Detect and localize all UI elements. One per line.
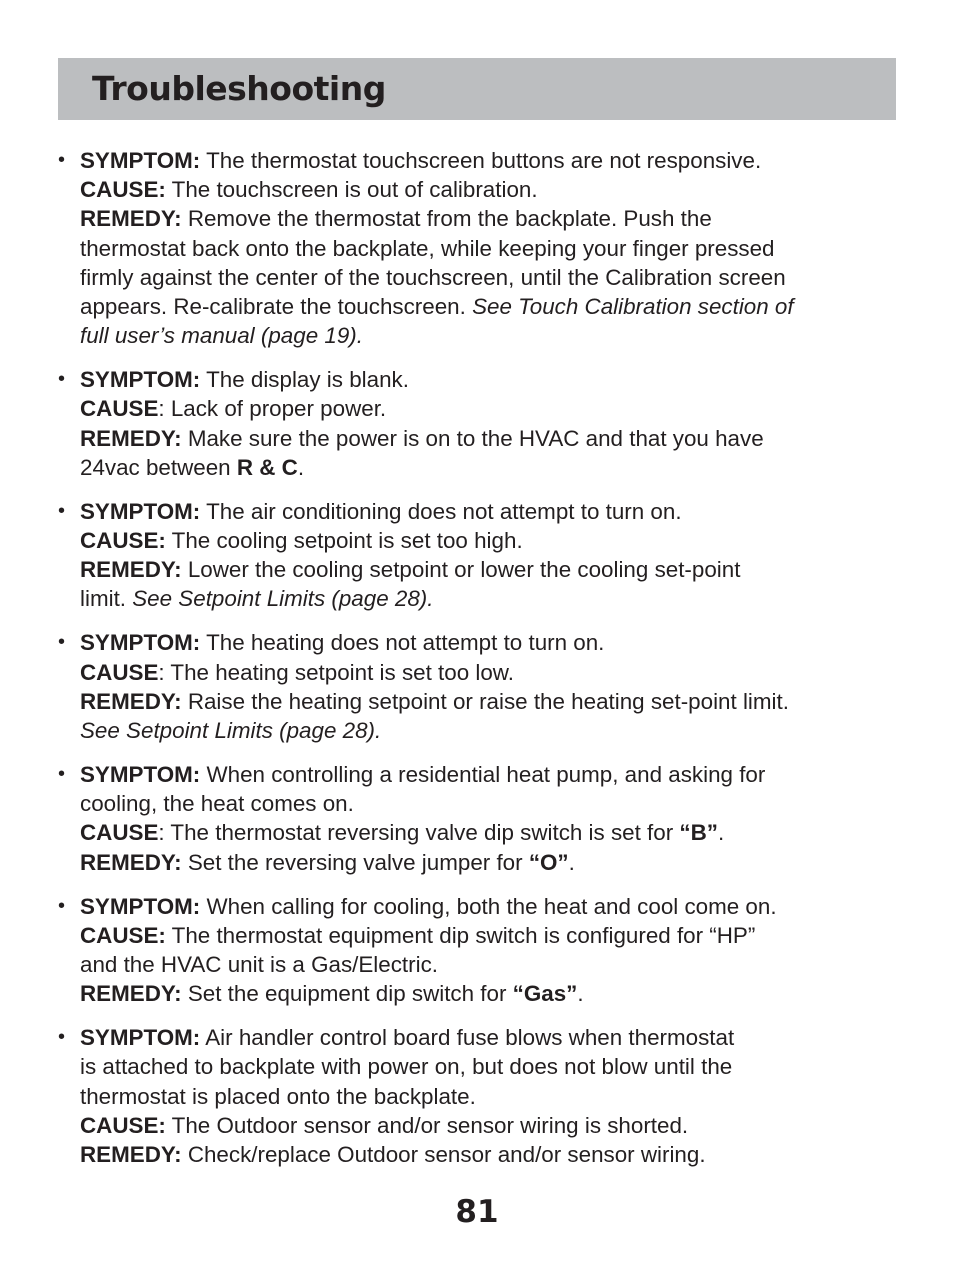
field-label: CAUSE: (80, 177, 166, 203)
text-segment: firmly against the center of the touchscreen, until the Calibration screen (80, 264, 786, 290)
text-line (80, 321, 904, 350)
text-line (80, 658, 904, 687)
text-line (80, 424, 904, 453)
text-line (80, 1140, 904, 1169)
text-line (80, 204, 904, 233)
emphasis-text: “B” (679, 820, 718, 846)
field-label: CAUSE (80, 659, 159, 685)
text-segment: appears. Re-calibrate the touchscreen. (80, 294, 473, 320)
text-line (80, 921, 904, 950)
text-line (80, 818, 904, 847)
text-line (80, 1111, 904, 1140)
troubleshooting-item (58, 1023, 904, 1169)
bullet-icon: • (58, 149, 66, 171)
text-segment: The touchscreen is out of calibration. (165, 177, 538, 203)
page-number: 81 (455, 1194, 499, 1230)
text-line (80, 365, 904, 394)
section-header-bar (58, 58, 896, 120)
field-label: REMEDY: (80, 206, 182, 232)
troubleshooting-item (58, 365, 904, 482)
text-segment: Air handler control board fuse blows when thermostat (200, 1025, 735, 1051)
text-line (80, 584, 904, 613)
field-label: SYMPTOM: (80, 762, 201, 788)
text-segment: The display is blank. (200, 367, 409, 393)
text-segment: The thermostat equipment dip switch is configured for “HP” (165, 922, 756, 948)
text-line (80, 497, 904, 526)
text-segment: Set the reversing valve jumper for (181, 849, 529, 875)
bullet-icon: • (58, 1026, 66, 1049)
troubleshooting-list (58, 146, 904, 1184)
text-segment: Lower the cooling setpoint or lower the cooling set-point (181, 557, 741, 583)
field-label: REMEDY: (80, 849, 182, 875)
field-label: CAUSE: (80, 528, 166, 554)
text-segment: thermostat back onto the backplate, while keeping your finger pressed (80, 235, 775, 261)
emphasis-text: “O” (528, 849, 569, 875)
reference-text: full user’s manual (page 19). (80, 323, 363, 349)
text-line (80, 892, 904, 921)
field-label: CAUSE (80, 396, 159, 422)
text-segment: The heating does not attempt to turn on. (200, 630, 605, 656)
text-segment: The air conditioning does not attempt to turn on. (200, 498, 682, 524)
field-label: CAUSE (80, 820, 159, 846)
troubleshooting-item (58, 892, 904, 1009)
text-line (80, 526, 904, 555)
field-label: SYMPTOM: (80, 148, 201, 173)
bullet-icon: • (58, 894, 66, 917)
text-line (80, 1052, 904, 1081)
text-line (80, 453, 904, 482)
text-segment: 24vac between (80, 454, 237, 480)
text-segment: and the HVAC unit is a Gas/Electric. (80, 952, 438, 978)
field-label: SYMPTOM: (80, 630, 201, 656)
text-line (80, 760, 904, 789)
bullet-icon: • (58, 499, 66, 522)
field-label: SYMPTOM: (80, 498, 201, 524)
text-segment: The Outdoor sensor and/or sensor wiring is shorted. (165, 1112, 689, 1138)
text-segment: . (297, 454, 305, 480)
field-label: SYMPTOM: (80, 1025, 201, 1051)
field-label: REMEDY: (80, 557, 182, 583)
field-label: SYMPTOM: (80, 893, 201, 919)
text-line (80, 1023, 904, 1052)
text-line (80, 628, 904, 657)
text-line (80, 234, 904, 263)
text-segment: Check/replace Outdoor sensor and/or sensor wiring. (181, 1142, 706, 1168)
text-segment: : The heating setpoint is set too low. (158, 659, 514, 685)
text-line (80, 292, 904, 321)
text-segment: The thermostat touchscreen buttons are not responsive. (200, 148, 762, 173)
text-line (80, 789, 904, 818)
field-label: CAUSE: (80, 1112, 166, 1138)
text-segment: : The thermostat reversing valve dip switch is set for (158, 820, 680, 846)
text-segment: When controlling a residential heat pump, and asking for (200, 762, 766, 788)
text-segment: : Lack of proper power. (158, 396, 387, 422)
text-segment: is attached to backplate with power on, but does not blow until the (80, 1054, 733, 1080)
bullet-icon: • (58, 631, 66, 654)
text-line (80, 394, 904, 423)
text-segment: . (577, 981, 584, 1007)
text-segment: . (717, 820, 725, 846)
page-title: Troubleshooting (92, 69, 386, 108)
troubleshooting-item (58, 628, 904, 745)
bullet-icon: • (58, 763, 66, 786)
text-line (80, 848, 904, 877)
text-segment: limit. (80, 586, 133, 612)
troubleshooting-item (58, 146, 904, 350)
text-line (80, 175, 904, 204)
field-label: REMEDY: (80, 981, 182, 1007)
field-label: CAUSE: (80, 922, 166, 948)
bullet-icon: • (58, 368, 66, 391)
emphasis-text: “Gas” (512, 981, 578, 1007)
text-segment: thermostat is placed onto the backplate. (80, 1083, 476, 1109)
text-segment: . (568, 849, 575, 875)
text-segment: Set the equipment dip switch for (181, 981, 513, 1007)
text-line (80, 950, 904, 979)
reference-text: See Setpoint Limits (page 28). (80, 718, 382, 744)
text-line (80, 1082, 904, 1111)
text-segment: Remove the thermostat from the backplate. Push the (181, 206, 712, 232)
text-line (80, 263, 904, 292)
text-line (80, 146, 904, 175)
text-segment: Raise the heating setpoint or raise the heating set-point limit. (181, 688, 789, 714)
text-segment: When calling for cooling, both the heat and cool come on. (200, 893, 777, 919)
text-line (80, 716, 904, 745)
text-segment: Make sure the power is on to the HVAC and that you have (181, 425, 764, 451)
emphasis-text: R & C (236, 454, 298, 480)
text-line (80, 979, 904, 1008)
text-line (80, 555, 904, 584)
text-line (80, 687, 904, 716)
troubleshooting-item (58, 760, 904, 877)
field-label: REMEDY: (80, 1142, 182, 1168)
troubleshooting-item (58, 497, 904, 614)
text-segment: The cooling setpoint is set too high. (165, 528, 523, 554)
field-label: SYMPTOM: (80, 367, 201, 393)
field-label: REMEDY: (80, 688, 182, 714)
text-segment: cooling, the heat comes on. (80, 791, 354, 817)
reference-text: See Setpoint Limits (page 28). (132, 586, 434, 612)
reference-text: See Touch Calibration section of (472, 294, 794, 320)
field-label: REMEDY: (80, 425, 182, 451)
